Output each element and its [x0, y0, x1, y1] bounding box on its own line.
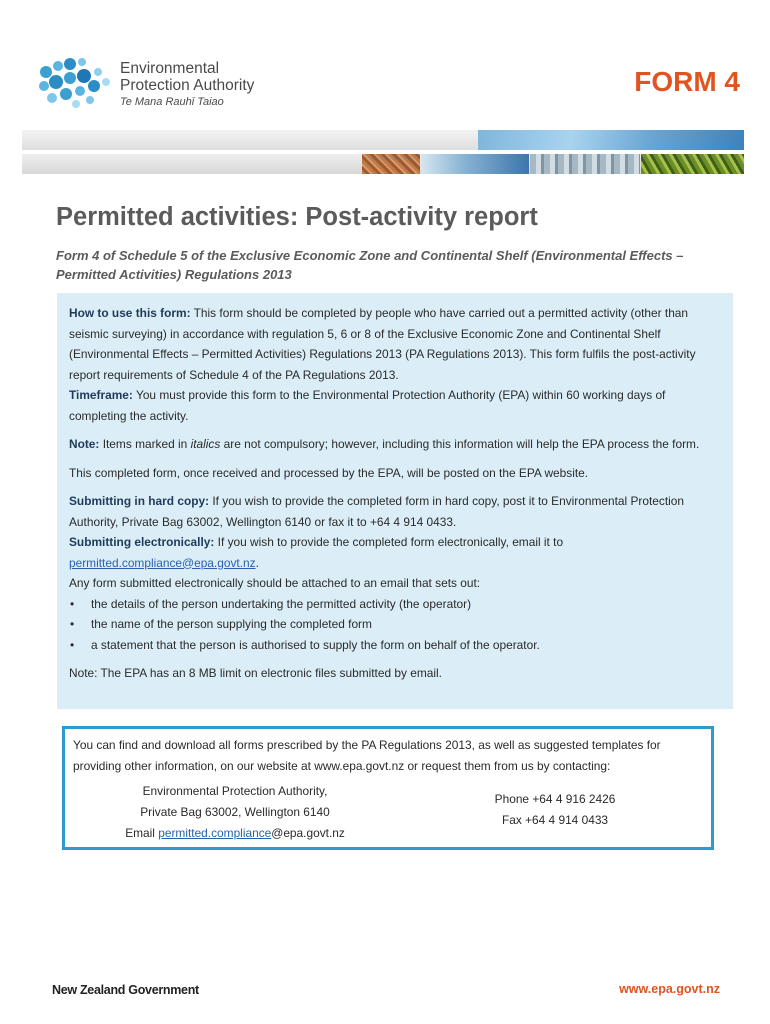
hardcopy-text: If you wish to provide the completed form in hard copy, post it to Environmental Protection Authority, Private Bag 63002, Wellington 6140 or fax it to +64 4 914 0433.	[69, 494, 685, 529]
contact-email-domain: @epa.govt.nz	[271, 826, 345, 840]
bullet-icon: •	[70, 617, 75, 631]
contact-phone-block	[445, 789, 665, 831]
bullet-icon: •	[70, 596, 75, 611]
contact-org: Environmental Protection Authority,	[142, 784, 328, 798]
list-item-text: the name of the person supplying the completed form	[91, 617, 372, 631]
list-item	[69, 594, 721, 615]
contact-intro: You can find and download all forms prescribed by the PA Regulations 2013, as well as suggested templates for providing other information, on our website at www.epa.govt.nz or request them from us by contacting:	[73, 738, 661, 773]
email-suffix: .	[255, 555, 259, 570]
hardcopy-paragraph	[69, 491, 721, 532]
instructions-box	[57, 293, 733, 709]
contact-fax: Fax +64 4 914 0433	[501, 813, 609, 827]
contact-phone: Phone +64 4 916 2426	[494, 792, 616, 806]
list-item-text: a statement that the person is authorised to supply the form on behalf of the operator.	[91, 637, 540, 652]
form-number: FORM 4	[634, 66, 740, 97]
logo-tagline: Te Mana Rauhī Taiao	[120, 96, 224, 108]
electronic-text: If you wish to provide the completed form electronically, email it to	[214, 535, 564, 549]
note-italic-word: italics	[190, 437, 221, 451]
contact-address: Private Bag 63002, Wellington 6140	[140, 805, 330, 819]
note-label: Note:	[69, 437, 100, 451]
how-to-use-text: This form should be completed by people who have carried out a permitted activity (other than seismic surveying) in accordance with regulation 5, 6 or 8 of the Exclusive Economic Zone and Continental Shelf (Environmental Effects – Permitted Activities) Regulations 2013 (PA Regulations 2013). This form fulfils the post-activity report requirements of Schedule 4 of the PA Regulations 2013.	[69, 306, 696, 382]
logo-line-1: Environmental	[120, 60, 220, 77]
logo-line-2: Protection Authority	[120, 77, 255, 94]
file-limit-note: Note: The EPA has an 8 MB limit on electronic files submitted by email.	[69, 666, 442, 680]
banner-photo-water	[421, 154, 529, 174]
how-to-use-label: How to use this form:	[69, 306, 191, 320]
banner-photo-sand	[362, 154, 420, 174]
contact-email-label: Email	[125, 826, 159, 840]
hardcopy-label: Submitting in hard copy:	[69, 494, 210, 508]
email-line	[69, 553, 721, 574]
how-to-use-paragraph	[69, 303, 721, 385]
timeframe-text: You must provide this form to the Environmental Protection Authority (EPA) within 60 working days of completing the activity.	[69, 388, 666, 423]
contact-email-line	[95, 823, 375, 844]
contact-box	[62, 726, 714, 850]
note-text-before: Items marked in	[99, 437, 191, 451]
list-item	[69, 614, 721, 635]
list-item-text: the details of the person undertaking the permitted activity (the operator)	[91, 596, 472, 611]
footer-website-link[interactable]: www.epa.govt.nz	[619, 982, 720, 996]
bullet-icon: •	[70, 637, 75, 652]
list-item	[69, 635, 721, 656]
note-paragraph	[69, 434, 721, 455]
electronic-paragraph	[69, 532, 721, 553]
timeframe-paragraph	[69, 385, 721, 426]
page-subtitle: Form 4 of Schedule 5 of the Exclusive Economic Zone and Continental Shelf (Environmental Effects – Permitted Activities) Regulations 2013	[56, 248, 684, 282]
note-text-after: are not compulsory; however, including this information will help the EPA process the form.	[220, 437, 700, 451]
banner-photo-sky	[478, 130, 744, 150]
page-title: Permitted activities: Post-activity report	[56, 203, 538, 231]
epa-logo	[36, 56, 286, 116]
epa-logo-mark-icon	[36, 56, 114, 112]
contact-address-block	[95, 781, 375, 844]
any-form-paragraph: Any form submitted electronically should be attached to an email that sets out:	[69, 576, 481, 590]
email-requirements-list	[69, 594, 721, 656]
posted-paragraph: This completed form, once received and processed by the EPA, will be posted on the EPA website.	[69, 465, 589, 480]
contact-email-link[interactable]: permitted.compliance	[158, 826, 272, 840]
email-link[interactable]: permitted.compliance@epa.govt.nz	[69, 555, 256, 570]
nz-government-logo: New Zealand Government	[52, 983, 199, 997]
banner-photo-fern	[641, 154, 744, 174]
banner-photo-shells	[530, 154, 640, 174]
electronic-label: Submitting electronically:	[69, 535, 215, 549]
timeframe-label: Timeframe:	[69, 388, 133, 402]
